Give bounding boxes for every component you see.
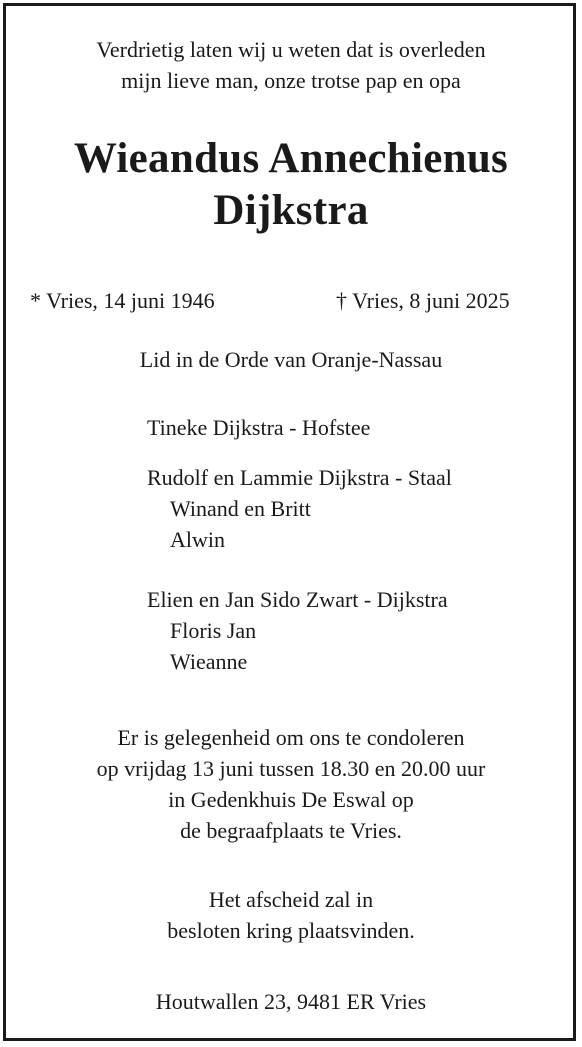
condolence-line: de begraafplaats te Vries. <box>180 818 402 843</box>
grandchild-name: Winand en Britt <box>170 496 311 521</box>
intro-line: mijn lieve man, onze trotse pap en opa <box>121 68 461 93</box>
intro-text <box>0 34 582 96</box>
grandchild-name: Wieanne <box>170 649 248 674</box>
parents-names: Rudolf en Lammie Dijkstra - Staal <box>147 465 452 490</box>
deceased-name <box>0 133 582 237</box>
family-group <box>147 462 452 555</box>
spouse-name: Tineke Dijkstra - Hofstee <box>147 415 371 440</box>
farewell-info <box>0 884 582 946</box>
grandchild-name: Alwin <box>170 527 225 552</box>
correspondence-address: Houtwallen 23, 9481 ER Vries <box>155 989 427 1014</box>
condolence-line: in Gedenkhuis De Eswal op <box>168 787 414 812</box>
family-group <box>147 584 448 677</box>
intro-line: Verdrietig laten wij u weten dat is overleden <box>96 37 486 62</box>
death-date: † Vries, 8 juni 2025 <box>336 288 510 313</box>
condolence-info <box>0 722 582 846</box>
birth-date: * Vries, 14 juni 1946 <box>30 288 215 313</box>
grandchild-name: Floris Jan <box>170 618 257 643</box>
name-line: Wieandus Annechienus <box>73 135 509 182</box>
condolence-line: Er is gelegenheid om ons te condoleren <box>117 725 465 750</box>
name-line: Dijkstra <box>213 187 369 234</box>
farewell-line: besloten kring plaatsvinden. <box>167 918 415 943</box>
honor-text: Lid in de Orde van Oranje-Nassau <box>139 347 443 372</box>
family-spouse <box>147 412 370 443</box>
farewell-line: Het afscheid zal in <box>208 887 374 912</box>
parents-names: Elien en Jan Sido Zwart - Dijkstra <box>147 587 448 612</box>
condolence-line: op vrijdag 13 juni tussen 18.30 en 20.00 uur <box>96 756 486 781</box>
